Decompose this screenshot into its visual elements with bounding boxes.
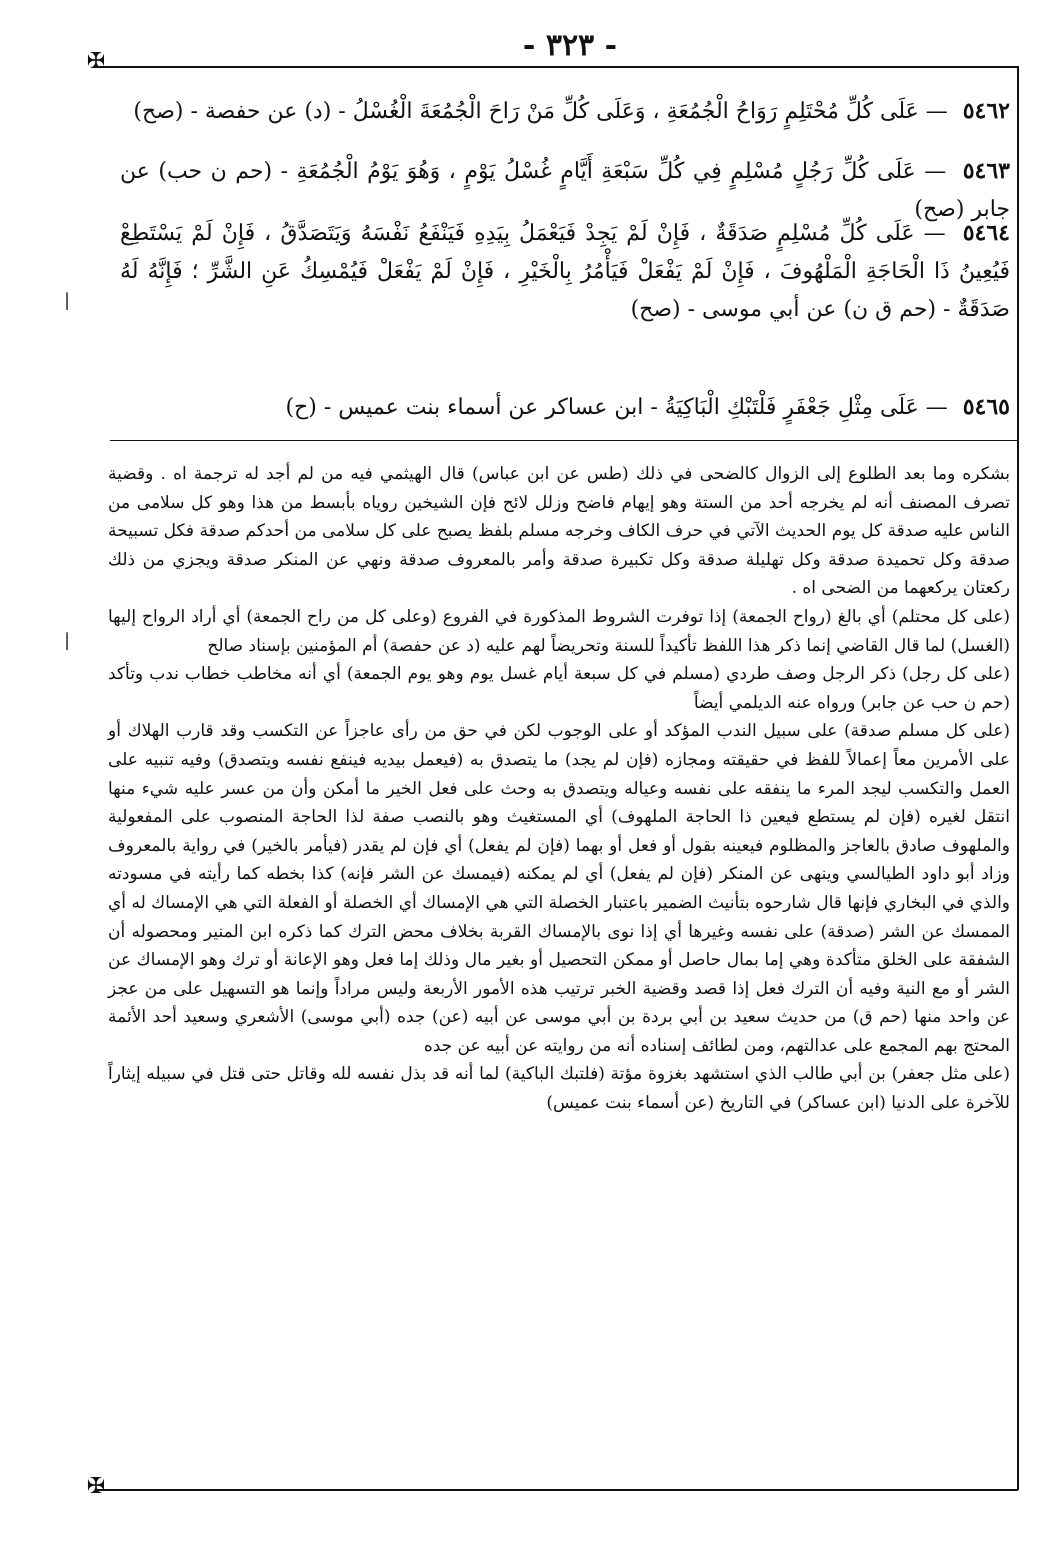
- commentary-paragraph: بشكره وما بعد الطلوع إلى الزوال كالضحى في ذلك (طس عن ابن عباس) قال الهيثمي فيه من لم أجد له ترجمة اه . وقضية تصرف المصنف أنه لم يخرجه أحد من الستة وهو إيهام فاضح وزلل لائح فإن الشيخين روياه بأبسط من هذا وهو كل سلامى من الناس عليه صدقة كل يوم الحديث الآتي في حرف الكاف وخرجه مسلم بلفظ يصبح على كل سلامى من أحدكم صدقة فكل تسبيحة صدقة وكل تحميدة صدقة وكل تهليلة صدقة وكل تكبيرة صدقة وأمر بالمعروف صدقة ونهي عن المنكر صدقة ويجزي من ذلك ركعتان يركعهما من الضحى اه .: [108, 464, 1011, 599]
- hadith-entry: [120, 92, 1010, 131]
- frame-bottom-border: [96, 1489, 1018, 1491]
- commentary-paragraph: (على كل محتلم) أي بالغ (رواح الجمعة) إذا توفرت الشروط المذكورة في الفروع (وعلى كل من راح الجمعة) أي أراد الرواح إليها (الغسل) لما قال القاضي إنما ذكر هذا اللفظ تأكيداً للسنة وتحريضاً لهم عليه (د عن حفصة) أم المؤمنين بإسناد صالح: [108, 606, 1010, 656]
- hadith-number: ٥٤٦٤: [962, 220, 1010, 246]
- hadith-entry: [120, 214, 1010, 329]
- frame-top-border: [96, 66, 1018, 68]
- section-divider: [110, 440, 1018, 441]
- hadith-text: — عَلَى كُلِّ مُحْتَلِمٍ رَوَاحُ الْجُمُعَةِ ، وَعَلَى كُلِّ مَنْ رَاحَ الْجُمُعَةَ الْغُسْلُ - (د) عن حفصة - (صح): [133, 99, 948, 124]
- commentary-paragraph: (على كل رجل) ذكر الرجل وصف طردي (مسلم في كل سبعة أيام غسل يوم وهو يوم الجمعة) أي أنه مخاطب خطاب ندب وتأكد (حم ن حب عن جابر) ورواه عنه الديلمي أيضاً: [108, 664, 1010, 713]
- corner-ornament-icon: ✠: [86, 1474, 106, 1499]
- hadith-entry: [120, 388, 1010, 427]
- commentary-paragraph: (على مثل جعفر) بن أبي طالب الذي استشهد بغزوة مؤتة (فلتبك الباكية) لما أنه قد بذل نفسه لله وقاتل حتى قتل في سبيله إيثاراً للآخرة على الدنيا (ابن عساكر) في التاريخ (عن أسماء بنت عميس): [108, 1064, 1010, 1114]
- hadith-text: — عَلَى كُلِّ رَجُلٍ مُسْلِمٍ فِي كُلِّ سَبْعَةِ أَيَّامٍ غُسْلُ يَوْمٍ ، وَهُوَ يَوْمُ الْجُمُعَةِ - (حم ن حب) عن جابر (صح): [120, 159, 1010, 222]
- margin-mark: |: [63, 290, 71, 311]
- page-number: - ٣٢٣ -: [522, 28, 618, 63]
- hadith-number: ٥٤٦٣: [962, 158, 1010, 184]
- margin-mark: |: [63, 630, 71, 651]
- hadith-number: ٥٤٦٢: [962, 98, 1010, 124]
- hadith-text: — عَلَى مِثْلِ جَعْفَرٍ فَلْتَبْكِ الْبَاكِيَةُ - ابن عساكر عن أسماء بنت عميس - (ح): [285, 395, 948, 420]
- hadith-text: — عَلَى كُلِّ مُسْلِمٍ صَدَقَةٌ ، فَإِنْ لَمْ يَجِدْ فَيَعْمَلُ بِيَدِهِ فَيَنْفَعُ نَفْسَهُ وَيَتَصَدَّقُ ، فَإِنْ لَمْ يَسْتَطِعْ فَيُعِينُ ذَا الْحَاجَةِ الْمَلْهُوفَ ، فَإِنْ لَمْ يَفْعَلْ فَيَأْمُرُ بِالْخَيْرِ ، فَإِنْ لَمْ يَفْعَلْ فَيُمْسِكُ عَنِ الشَّرِّ ؛ فَإِنَّهُ لَهُ صَدَقَةٌ - (حم ق ن) عن أبي موسى - (صح): [120, 221, 1010, 322]
- frame-right-border: [1017, 66, 1019, 1490]
- hadith-number: ٥٤٦٥: [962, 394, 1010, 420]
- commentary-paragraph: (على كل مسلم صدقة) على سبيل الندب المؤكد أو على الوجوب لكن في حق من رأى عاجزاً عن التكسب وقد قارب الهلاك أو على الأمرين معاً إعمالاً للفظ في حقيقته ومجازه (فإن لم يجد) ما يتصدق به (فيعمل بيديه فينفع نفسه ويتصدق) وفيه تنبيه على العمل والتكسب ليجد المرء ما ينفقه على نفسه وعياله ويتصدق به وحث على فعل الخير ما أمكن وأن من عسر عليه شيء منها انتقل لغيره (فإن لم يستطع فيعين ذا الحاجة الملهوف) أي المستغيث وهو بالنصب صفة لذا الحاجة المنصوب على المفعولية والملهوف صادق بالعاجز والمظلوم فيعينه بقول أو فعل أو بهما (فإن لم يفعل) أي فإن لم يقدر (فيأمر بالخير) في رواية بالمعروف وزاد أبو داود الطيالسي وينهى عن المنكر (فإن لم يفعل) أي لم يمكنه (فيمسك عن الشر فإنه) كذا بخطه كما رأيته في مسودته والذي في البخاري فإنها قال شارحوه بتأنيث الضمير باعتبار الخصلة التي هي الإمساك أي الخصلة أو الفعلة التي هي الإمساك له أي الممسك عن الشر (صدقة) على نفسه وغيرها أي إذا نوى بالإمساك القربة بخلاف محض الترك كما ذكره ابن المنير ومحصوله أن الشفقة على الخلق متأكدة وهي إما بمال حاصل أو ممكن التحصيل أو بغير مال وذلك إما فعل وهو الإعانة أو ترك وهو الإمساك عن الشر أو مع النية وفيه أن الترك فعل إذا قصد وقضية الخبر ترتيب هذه الأمور الأربعة وليس مراداً وإنما هو التسهيل على من عجز عن واحد منها (حم ق) من حديث سعيد بن أبي بردة بن أبي موسى عن أبيه (عن) جده (أبي موسى) الأشعري وسعيد أحد الأئمة المحتج بهم المجمع على عدالتهم، ومن لطائف إسناده أنه من روايته عن أبيه عن جده: [108, 721, 1011, 1056]
- corner-ornament-icon: ✠: [86, 49, 106, 74]
- commentary-block: [108, 460, 1010, 1118]
